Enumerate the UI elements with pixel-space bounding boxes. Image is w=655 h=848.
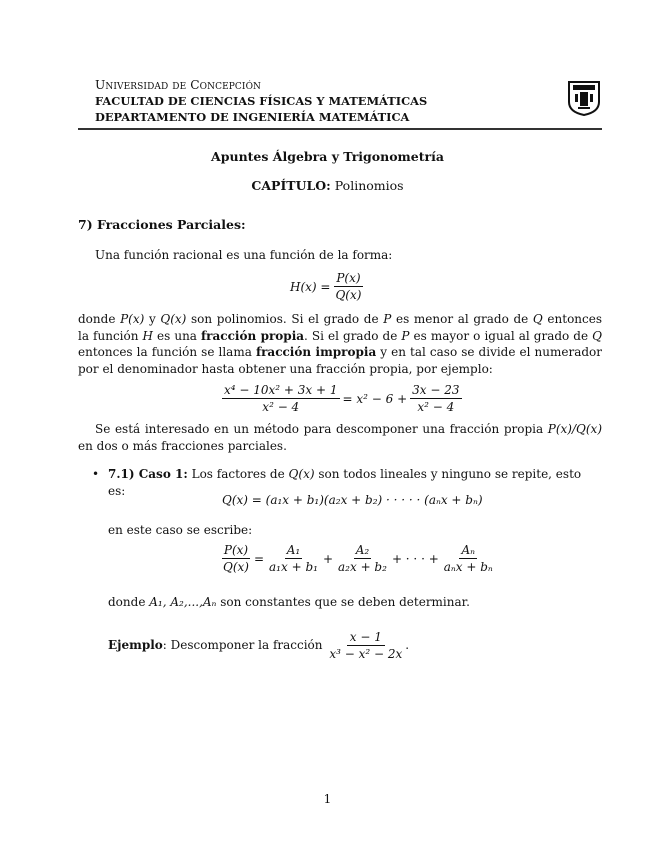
document-title: Apuntes Álgebra y Trigonometría	[211, 149, 444, 164]
eq1-fraction: $\frac{P(x)}{Q(x)}$	[335, 271, 362, 302]
university-crest-icon	[567, 80, 601, 116]
equation-linear-factors: Q(x) = (a₁x + b₁)(a₂x + b₂) · · · · · (aₙx + bₙ)	[222, 493, 483, 507]
example-fraction: $\frac{x - 1}{\text{x³ − x² − 2x}}$	[329, 630, 403, 661]
eq2-middle: = x² − 6 +	[342, 391, 408, 406]
example-label: Ejemplo	[108, 638, 163, 652]
eq2-fraction-right: $\frac{3x - 23}{\text{x² − 4}}$	[412, 383, 460, 414]
eq1-lhs: H(x) =	[290, 279, 331, 294]
term-fraccion-propia: fracción propia	[201, 328, 305, 343]
case1-write-text: en este caso se escribe:	[108, 523, 253, 537]
bullet-icon: •	[92, 467, 100, 481]
intro-paragraph: Una función racional es una función de la forma:	[95, 248, 393, 262]
definition-paragraph: donde P(x) y Q(x) son polinomios. Si el grado de P es menor al grado de Q entonces la función H es una fracción propia. Si el grado de P es mayor o igual al grado de Q entonces la función se llama fracción impropia y en tal caso se divide el numerador por el denominador hasta obtener una fracción propia, por ejemplo:	[78, 312, 603, 376]
chapter-label: CAPÍTULO:	[251, 178, 331, 193]
example-paragraph: Ejemplo: Descomponer la fracción $\frac{x - 1}{\text{x³ − x² − 2x}}$ .	[108, 630, 410, 661]
equation-division-example	[219, 383, 465, 414]
department-name: DEPARTAMENTO DE INGENIERÍA MATEMÁTICA	[95, 110, 410, 124]
term-fraccion-impropia: fracción impropia	[255, 345, 377, 359]
institution-header	[95, 77, 427, 125]
constants-paragraph: donde A₁, A₂,...,Aₙ son constantes que se deben determinar.	[108, 595, 470, 609]
eq2-fraction-left: $\frac{\text{x⁴ − 10x² + 3x + 1}}{\text{x² − 4}}$	[224, 383, 338, 414]
page-number: 1	[323, 792, 332, 806]
case1-paragraph: 7.1) Caso 1: Los factores de Q(x) son todos lineales y ninguno se repite, esto es:	[108, 467, 582, 498]
decomposition-paragraph: Se está interesado en un método para descomponer una fracción propia P(x)/Q(x) en dos o más fracciones parciales.	[78, 422, 602, 453]
equation-partial-fractions: $\frac{P(x)}{Q(x)}$ = $\frac{\text{A₁}}{\text{a₁x + b₁}}$ + $\frac{\text{A₂}}{\text{a₂x + b₂}}$ + · · · + $\frac{\text{Aₙ}}{\text{aₙx + bₙ}}$	[223, 543, 493, 574]
chapter-name: Polinomios	[334, 178, 404, 193]
university-name: Universidad de Concepción	[95, 78, 262, 92]
section-heading: 7) Fracciones Parciales:	[78, 217, 246, 232]
equation-rational-function	[290, 271, 366, 302]
case1-label: 7.1) Caso 1:	[108, 467, 188, 481]
header-divider	[78, 128, 602, 130]
faculty-name: FACULTAD DE CIENCIAS FÍSICAS Y MATEMÁTICAS	[95, 94, 428, 108]
chapter-title	[0, 178, 655, 193]
